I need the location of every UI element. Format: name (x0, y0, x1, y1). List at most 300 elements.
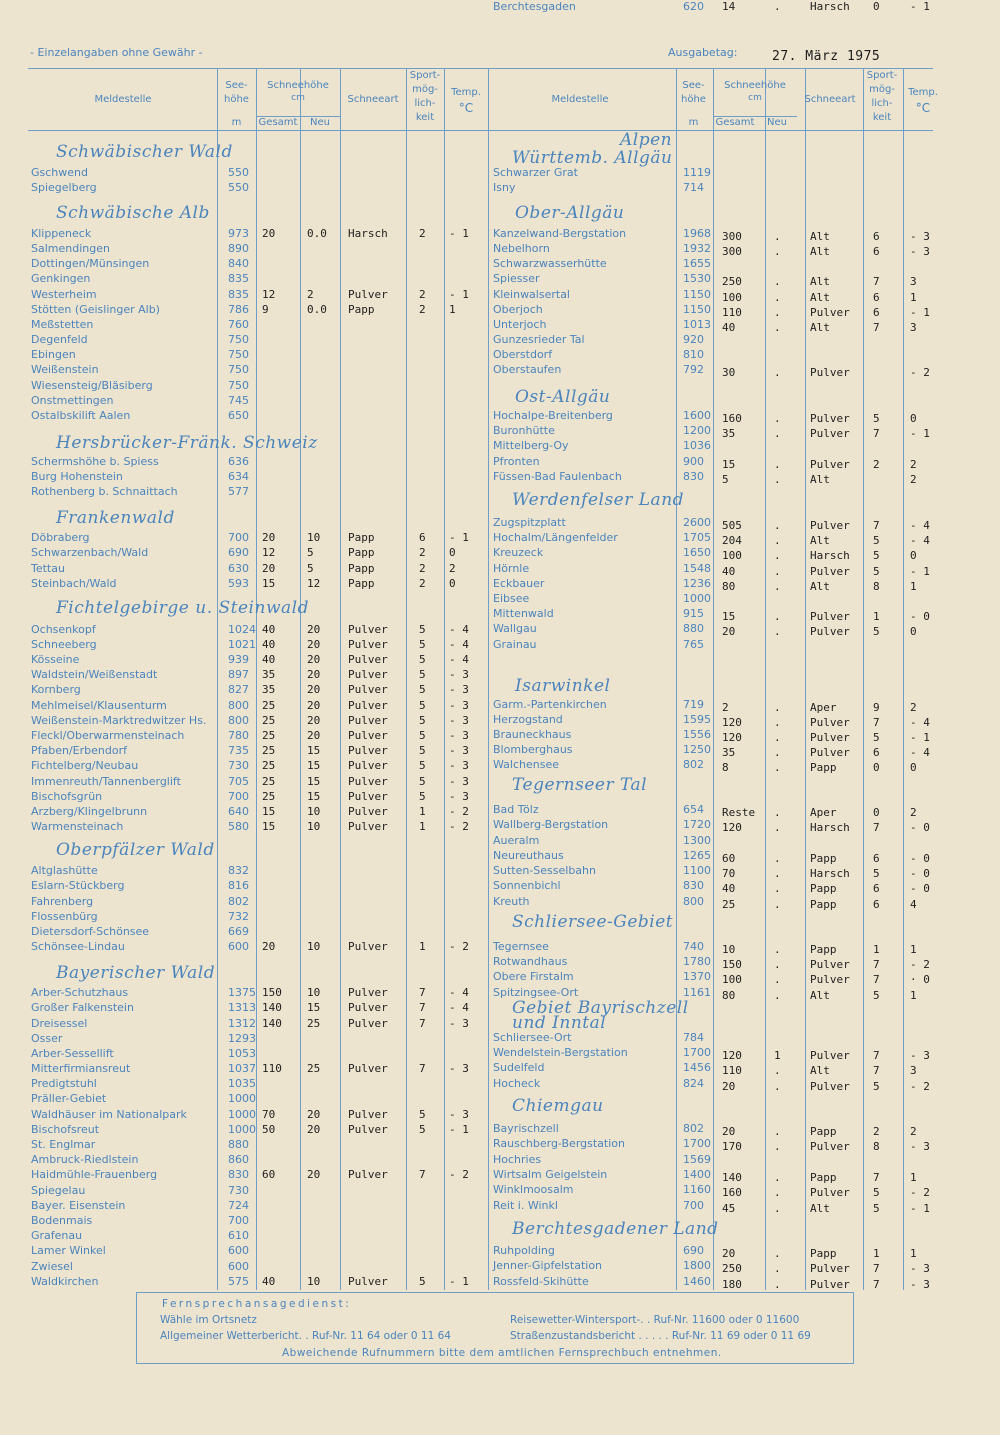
right-snow-new: 1 (774, 1049, 781, 1062)
left-station-name: Onstmettingen (31, 394, 114, 407)
column-header-temp: Temp. (908, 87, 938, 98)
left-snow-total: 40 (262, 1275, 276, 1288)
right-snow-type: Papp (810, 761, 837, 774)
left-sport-rating: 2 (419, 577, 426, 590)
left-station-name: Osser (31, 1032, 63, 1045)
left-snow-total: 25 (262, 744, 276, 757)
right-temperature: 1 (910, 580, 917, 593)
region-heading: Oberpfälzer Wald (56, 840, 215, 860)
left-station-name: Westerheim (31, 288, 97, 301)
left-station-altitude: 593 (228, 577, 249, 590)
right-snow-new: . (774, 1186, 781, 1199)
right-snow-total: 40 (722, 321, 736, 334)
left-station-altitude: 750 (228, 363, 249, 376)
right-station-altitude: 800 (683, 895, 704, 908)
left-sport-rating: 1 (419, 940, 426, 953)
right-sport-rating: 7 (873, 1171, 880, 1184)
right-station-name: Kanzelwand-Bergstation (493, 227, 627, 240)
right-snow-new: . (774, 701, 781, 714)
column-header-temp-unit: °C (915, 101, 931, 115)
region-heading: Schwäbische Alb (56, 203, 210, 223)
right-snow-new: . (774, 943, 781, 956)
right-snow-new: . (774, 898, 781, 911)
right-temperature: - 1 (910, 427, 930, 440)
left-station-altitude: 1035 (228, 1077, 256, 1090)
left-temperature: - 3 (449, 1108, 469, 1121)
right-sport-rating: 0 (873, 761, 880, 774)
right-snow-type: Aper (810, 701, 837, 714)
left-station-altitude: 1000 (228, 1108, 256, 1121)
left-snow-total: 40 (262, 623, 276, 636)
column-header-altitude: See- (682, 80, 705, 91)
left-snow-type: Pulver (348, 729, 388, 742)
right-station-name: Füssen-Bad Faulenbach (493, 470, 622, 483)
right-snow-type: Alt (810, 1064, 830, 1077)
left-station-altitude: 730 (228, 759, 249, 772)
left-station-name: Kornberg (31, 683, 81, 696)
left-station-name: Ochsenkopf (31, 623, 96, 636)
left-station-altitude: 575 (228, 1275, 249, 1288)
column-header-sport: keit (415, 112, 435, 123)
left-snow-type: Pulver (348, 683, 388, 696)
right-snow-type: Pulver (810, 1278, 850, 1291)
right-snow-type: Papp (810, 898, 837, 911)
right-station-name: Zugspitzplatt (493, 516, 566, 529)
right-snow-new: . (774, 549, 781, 562)
right-sport-rating: 1 (873, 610, 880, 623)
right-snow-type: Papp (810, 1125, 837, 1138)
right-station-name: Hochalpe-Breitenberg (493, 409, 613, 422)
left-snow-type: Pulver (348, 1108, 388, 1121)
region-heading: Ost-Allgäu (515, 387, 611, 407)
left-snow-type: Pulver (348, 1001, 388, 1014)
right-station-name: Wallgau (493, 622, 537, 635)
left-snow-total: 20 (262, 227, 276, 240)
left-sport-rating: 7 (419, 1001, 426, 1014)
right-temperature: - 1 (910, 565, 930, 578)
left-snow-new: 10 (307, 531, 321, 544)
right-snow-type: Alt (810, 291, 830, 304)
right-snow-new: . (774, 306, 781, 319)
left-snow-type: Harsch (348, 227, 388, 240)
right-station-name: Sutten-Sesselbahn (493, 864, 596, 877)
region-heading: und Inntal (512, 1013, 607, 1033)
right-snow-new: . (774, 1262, 781, 1275)
right-snow-type: Alt (810, 275, 830, 288)
left-snow-total: 25 (262, 729, 276, 742)
right-snow-total: 15 (722, 458, 736, 471)
left-snow-type: Pulver (348, 759, 388, 772)
left-sport-rating: 5 (419, 1123, 426, 1136)
left-snow-total: 12 (262, 288, 276, 301)
right-station-name: Hocheck (493, 1077, 541, 1090)
right-sport-rating: 6 (873, 291, 880, 304)
left-snow-type: Pulver (348, 940, 388, 953)
left-snow-new: 20 (307, 623, 321, 636)
column-header-snow-new: Neu (767, 117, 787, 128)
right-snow-type: Pulver (810, 731, 850, 744)
left-station-altitude: 700 (228, 1214, 249, 1227)
left-station-name: Stötten (Geislinger Alb) (31, 303, 160, 316)
right-snow-new: . (774, 230, 781, 243)
right-snow-new: . (774, 731, 781, 744)
right-station-altitude: 740 (683, 940, 704, 953)
left-snow-new: 0.0 (307, 227, 327, 240)
left-sport-rating: 2 (419, 562, 426, 575)
left-sport-rating: 5 (419, 1275, 426, 1288)
right-temperature: 2 (910, 458, 917, 471)
right-station-name: Spiesser (493, 272, 540, 285)
left-station-name: Predigtstuhl (31, 1077, 97, 1090)
right-station-altitude: 765 (683, 638, 704, 651)
right-station-name: Hörnle (493, 562, 530, 575)
right-snow-new: . (774, 625, 781, 638)
right-station-name: Rauschberg-Bergstation (493, 1137, 625, 1150)
left-snow-total: 15 (262, 820, 276, 833)
right-station-altitude: 1932 (683, 242, 711, 255)
right-station-altitude: 1161 (683, 986, 711, 999)
left-snow-type: Papp (348, 562, 375, 575)
right-station-altitude: 1556 (683, 728, 711, 741)
right-temperature: 2 (910, 1125, 917, 1138)
right-station-altitude: 824 (683, 1077, 704, 1090)
right-snow-total: 2 (722, 701, 729, 714)
column-rule (805, 68, 806, 1290)
left-station-altitude: 780 (228, 729, 249, 742)
right-station-altitude: 920 (683, 333, 704, 346)
left-station-altitude: 1053 (228, 1047, 256, 1060)
left-snow-type: Pulver (348, 714, 388, 727)
left-sport-rating: 5 (419, 683, 426, 696)
right-station-name: Winklmoosalm (493, 1183, 574, 1196)
right-station-altitude: 1780 (683, 955, 711, 968)
left-snow-type: Pulver (348, 986, 388, 999)
left-station-altitude: 827 (228, 683, 249, 696)
right-snow-total: 250 (722, 1262, 742, 1275)
right-sport-rating: 5 (873, 1202, 880, 1215)
table-top-rule (28, 68, 933, 69)
right-station-name: Gunzesrieder Tal (493, 333, 585, 346)
left-temperature: - 3 (449, 699, 469, 712)
right-station-altitude: 1265 (683, 849, 711, 862)
right-snow-type: Pulver (810, 1262, 850, 1275)
right-snow-total: 14 (722, 0, 736, 13)
right-snow-type: Pulver (810, 958, 850, 971)
right-station-name: Herzogstand (493, 713, 563, 726)
left-station-altitude: 577 (228, 485, 249, 498)
left-snow-new: 20 (307, 714, 321, 727)
right-station-altitude: 1160 (683, 1183, 711, 1196)
right-temperature: - 4 (910, 519, 930, 532)
right-station-altitude: 1300 (683, 834, 711, 847)
left-station-altitude: 735 (228, 744, 249, 757)
right-station-name: Sonnenbichl (493, 879, 561, 892)
right-temperature: - 3 (910, 230, 930, 243)
right-snow-type: Pulver (810, 973, 850, 986)
right-temperature: - 3 (910, 1278, 930, 1291)
right-station-name: Kreuzeck (493, 546, 544, 559)
left-snow-new: 10 (307, 986, 321, 999)
left-snow-type: Pulver (348, 699, 388, 712)
right-snow-type: Papp (810, 852, 837, 865)
left-temperature: - 3 (449, 1062, 469, 1075)
column-rule (863, 68, 864, 1290)
left-snow-new: 25 (307, 1062, 321, 1075)
left-sport-rating: 6 (419, 531, 426, 544)
column-header-altitude-unit: m (688, 117, 699, 128)
left-station-name: Lamer Winkel (31, 1244, 106, 1257)
right-snow-total: 8 (722, 761, 729, 774)
left-temperature: 1 (449, 303, 456, 316)
right-snow-new: . (774, 1247, 781, 1260)
left-sport-rating: 7 (419, 1062, 426, 1075)
right-station-altitude: 802 (683, 758, 704, 771)
region-heading: Ober-Allgäu (515, 203, 625, 223)
left-station-name: Gschwend (31, 166, 88, 179)
left-station-altitude: 600 (228, 1244, 249, 1257)
right-station-altitude: 830 (683, 879, 704, 892)
left-snow-new: 0.0 (307, 303, 327, 316)
right-sport-rating: 6 (873, 306, 880, 319)
left-snow-total: 150 (262, 986, 282, 999)
left-snow-new: 20 (307, 683, 321, 696)
left-sport-rating: 5 (419, 699, 426, 712)
left-station-altitude: 550 (228, 181, 249, 194)
left-station-name: Weißenstein-Marktredwitzer Hs. (31, 714, 207, 727)
right-station-altitude: 1150 (683, 303, 711, 316)
left-station-name: Dietersdorf-Schönsee (31, 925, 150, 938)
right-temperature: - 0 (910, 610, 930, 623)
right-station-name: Bayrischzell (493, 1122, 559, 1135)
left-station-name: Schneeberg (31, 638, 97, 651)
left-station-name: Spiegelberg (31, 181, 97, 194)
left-snow-total: 25 (262, 699, 276, 712)
right-sport-rating: 7 (873, 1049, 880, 1062)
right-snow-new: . (774, 366, 781, 379)
right-snow-type: Papp (810, 882, 837, 895)
left-temperature: - 4 (449, 986, 469, 999)
right-sport-rating: 5 (873, 534, 880, 547)
column-header-sport: mög- (869, 84, 895, 95)
right-snow-type: Pulver (810, 1049, 850, 1062)
left-snow-new: 10 (307, 820, 321, 833)
right-temperature: - 1 (910, 1202, 930, 1215)
left-station-altitude: 830 (228, 1168, 249, 1181)
left-sport-rating: 1 (419, 805, 426, 818)
left-snow-new: 20 (307, 638, 321, 651)
column-header-snow-unit: cm (748, 93, 762, 103)
right-sport-rating: 6 (873, 746, 880, 759)
right-station-altitude: 1370 (683, 970, 711, 983)
region-heading: Bayerischer Wald (56, 963, 216, 983)
right-snow-type: Alt (810, 230, 830, 243)
right-snow-new: . (774, 610, 781, 623)
right-temperature: 1 (910, 1247, 917, 1260)
right-station-altitude: 1013 (683, 318, 711, 331)
right-snow-total: 505 (722, 519, 742, 532)
left-snow-type: Pulver (348, 1017, 388, 1030)
right-snow-type: Alt (810, 1202, 830, 1215)
column-rule (765, 68, 766, 1290)
left-snow-total: 40 (262, 638, 276, 651)
right-sport-rating: 1 (873, 1247, 880, 1260)
column-header-temp-unit: °C (458, 101, 474, 115)
left-snow-total: 70 (262, 1108, 276, 1121)
right-snow-type: Pulver (810, 412, 850, 425)
left-station-altitude: 835 (228, 272, 249, 285)
right-snow-total: 20 (722, 1247, 736, 1260)
right-station-altitude: 1548 (683, 562, 711, 575)
column-header-snow-unit: cm (291, 93, 305, 103)
right-snow-new: . (774, 1171, 781, 1184)
right-sport-rating: 5 (873, 731, 880, 744)
left-station-altitude: 750 (228, 348, 249, 361)
left-temperature: - 4 (449, 653, 469, 666)
right-snow-new: . (774, 852, 781, 865)
left-snow-total: 15 (262, 577, 276, 590)
right-temperature: 0 (910, 625, 917, 638)
right-station-name: Hochries (493, 1153, 542, 1166)
left-temperature: - 3 (449, 744, 469, 757)
left-sport-rating: 1 (419, 820, 426, 833)
right-snow-type: Papp (810, 1247, 837, 1260)
right-sport-rating: 7 (873, 1278, 880, 1291)
left-temperature: - 2 (449, 820, 469, 833)
left-station-altitude: 1293 (228, 1032, 256, 1045)
right-station-name: Blomberghaus (493, 743, 573, 756)
right-temperature: - 0 (910, 882, 930, 895)
right-temperature: - 1 (910, 0, 930, 13)
right-sport-rating: 2 (873, 458, 880, 471)
right-station-name: Rotwandhaus (493, 955, 568, 968)
right-snow-new: . (774, 973, 781, 986)
left-temperature: - 1 (449, 227, 469, 240)
right-sport-rating: 6 (873, 852, 880, 865)
right-station-name: Wendelstein-Bergstation (493, 1046, 628, 1059)
right-snow-total: 120 (722, 1049, 742, 1062)
right-snow-type: Pulver (810, 519, 850, 532)
left-station-altitude: 897 (228, 668, 249, 681)
left-station-altitude: 973 (228, 227, 249, 240)
right-temperature: 3 (910, 275, 917, 288)
right-temperature: - 4 (910, 534, 930, 547)
left-station-name: Fahrenberg (31, 895, 94, 908)
right-snow-type: Pulver (810, 1186, 850, 1199)
right-snow-total: 35 (722, 746, 736, 759)
left-sport-rating: 2 (419, 288, 426, 301)
phone-service-line2-left: Allgemeiner Wetterbericht. . Ruf-Nr. 11 64 oder 0 11 64 (160, 1330, 451, 1342)
right-station-name: Schwarzwasserhütte (493, 257, 607, 270)
right-temperature: - 3 (910, 1140, 930, 1153)
left-snow-new: 20 (307, 729, 321, 742)
right-snow-type: Pulver (810, 458, 850, 471)
right-snow-new: . (774, 867, 781, 880)
left-station-altitude: 802 (228, 895, 249, 908)
right-snow-total: 180 (722, 1278, 742, 1291)
left-station-altitude: 760 (228, 318, 249, 331)
right-snow-new: . (774, 321, 781, 334)
left-station-altitude: 880 (228, 1138, 249, 1151)
right-temperature: 1 (910, 1171, 917, 1184)
right-sport-rating: 0 (873, 806, 880, 819)
right-station-name: Eckbauer (493, 577, 545, 590)
right-temperature: 2 (910, 473, 917, 486)
right-snow-new: . (774, 245, 781, 258)
left-sport-rating: 2 (419, 227, 426, 240)
right-station-name: Ruhpolding (493, 1244, 555, 1257)
left-snow-total: 20 (262, 940, 276, 953)
right-temperature: - 2 (910, 1186, 930, 1199)
right-sport-rating: 9 (873, 701, 880, 714)
right-snow-new: . (774, 1278, 781, 1291)
right-sport-rating: 5 (873, 1186, 880, 1199)
left-station-altitude: 745 (228, 394, 249, 407)
column-header-temp: Temp. (451, 87, 481, 98)
left-temperature: 0 (449, 546, 456, 559)
left-snow-type: Pulver (348, 1062, 388, 1075)
right-temperature: 4 (910, 898, 917, 911)
left-station-altitude: 890 (228, 242, 249, 255)
left-snow-new: 20 (307, 1123, 321, 1136)
right-snow-new: . (774, 989, 781, 1002)
right-station-altitude: 1200 (683, 424, 711, 437)
left-station-altitude: 650 (228, 409, 249, 422)
right-snow-new: . (774, 275, 781, 288)
column-header-altitude: höhe (224, 94, 249, 105)
right-station-altitude: 1250 (683, 743, 711, 756)
left-temperature: - 3 (449, 714, 469, 727)
right-snow-new: . (774, 761, 781, 774)
right-temperature: 0 (910, 549, 917, 562)
right-station-name: Isny (493, 181, 516, 194)
right-temperature: 1 (910, 989, 917, 1002)
phone-service-line2-right: Straßenzustandsbericht . . . . . Ruf-Nr. 11 69 oder 0 11 69 (510, 1330, 811, 1342)
left-snow-type: Papp (348, 546, 375, 559)
right-snow-new: . (774, 534, 781, 547)
region-heading: Frankenwald (56, 508, 175, 528)
right-snow-total: 60 (722, 852, 736, 865)
right-station-altitude: 830 (683, 470, 704, 483)
column-rule (300, 68, 301, 1290)
right-temperature: - 0 (910, 867, 930, 880)
left-station-altitude: 732 (228, 910, 249, 923)
right-station-altitude: 915 (683, 607, 704, 620)
right-station-name: Bad Tölz (493, 803, 539, 816)
left-station-name: Spiegelau (31, 1184, 86, 1197)
left-station-altitude: 630 (228, 562, 249, 575)
left-sport-rating: 5 (419, 638, 426, 651)
right-temperature: 1 (910, 943, 917, 956)
right-snow-new: . (774, 821, 781, 834)
right-snow-total: 40 (722, 882, 736, 895)
right-station-altitude: 1119 (683, 166, 711, 179)
left-station-altitude: 1312 (228, 1017, 256, 1030)
left-station-altitude: 800 (228, 714, 249, 727)
right-station-altitude: 620 (683, 0, 704, 13)
left-snow-total: 25 (262, 775, 276, 788)
left-station-altitude: 816 (228, 879, 249, 892)
right-snow-total: 300 (722, 230, 742, 243)
left-snow-new: 12 (307, 577, 321, 590)
right-snow-total: 150 (722, 958, 742, 971)
column-header-snow: Schneehöhe (267, 80, 329, 91)
region-heading: Hersbrücker-Fränk. Schweiz (56, 433, 318, 453)
right-snow-new: . (774, 958, 781, 971)
left-station-altitude: 700 (228, 531, 249, 544)
right-station-name: Unterjoch (493, 318, 547, 331)
left-station-name: Bayer. Eisenstein (31, 1199, 126, 1212)
left-snow-total: 25 (262, 790, 276, 803)
